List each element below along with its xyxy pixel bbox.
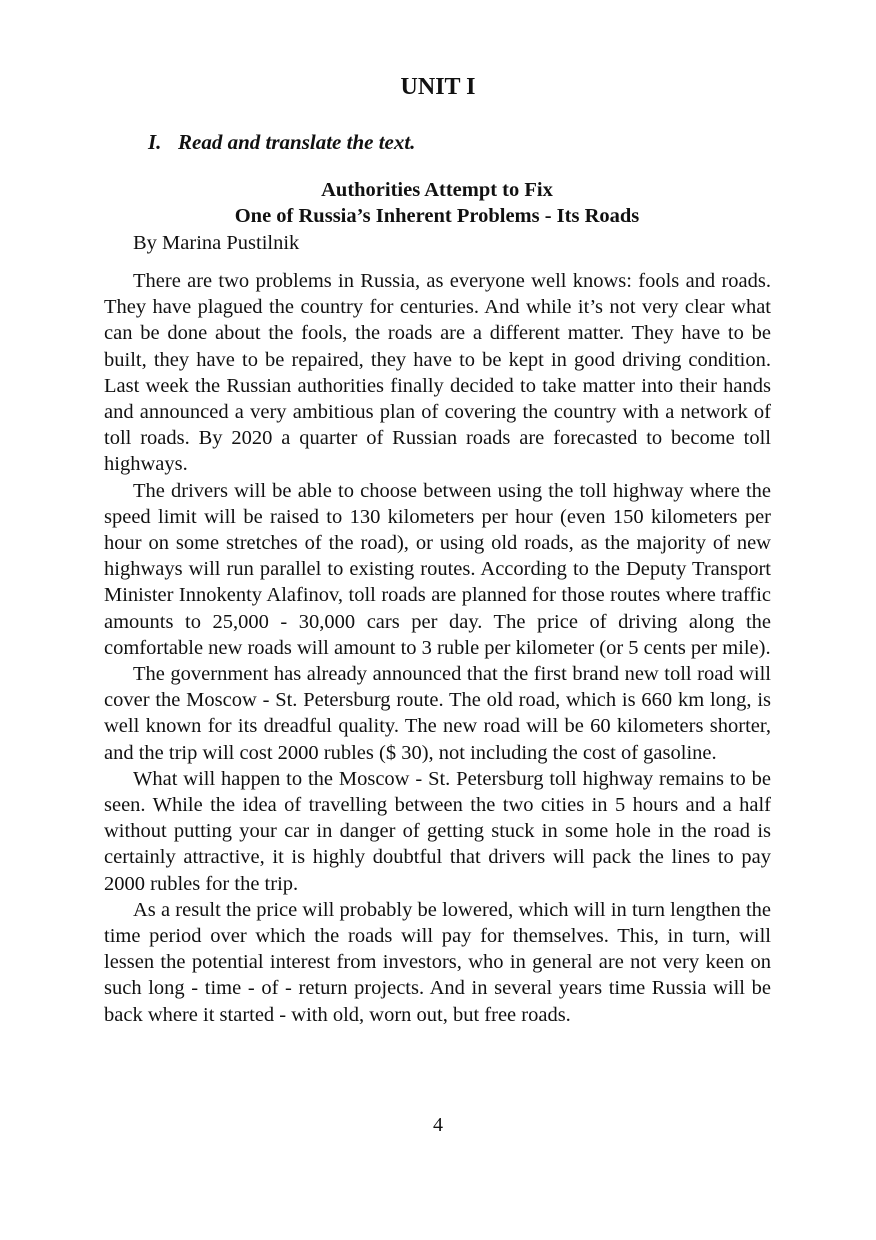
paragraph-2: The drivers will be able to choose between using the toll highway where the speed limit will be raised to 130 kilometers per hour (even 150 kilometers per hour on some stretches of the road), or using old roads, as the majority of new highways will run parallel to existing routes. According to the Deputy Transport Minister Innokenty Alafinov, toll roads are planned for those routes where traffic amounts to 25,000 - 30,000 cars per day. The price of driving along the comfortable new roads will amount to 3 ruble per kilometer (or 5 cents per mile). — [104, 479, 771, 659]
exercise-number: I. — [148, 130, 162, 154]
paragraph-3: The government has already announced that the first brand new toll road will cover the Moscow - St. Petersburg route. The old road, which is 660 km long, is well known for its dreadful quality. The new road will be 60 kilometers shorter, and the trip will cost 2000 rubles ($ 30), not including the cost of gasoline. — [104, 663, 771, 764]
article-body — [104, 268, 771, 1028]
article-byline: By Marina Pustilnik — [133, 232, 300, 254]
paragraph-4: What will happen to the Moscow - St. Petersburg toll highway remains to be seen. While the idea of travelling between the two cities in 5 hours and a half without putting your car in danger of getting stuck in some hole in the road is certainly attractive, it is highly doubtful that drivers will pack the lines to pay 2000 rubles for the trip. — [104, 767, 771, 895]
paragraph-1: There are two problems in Russia, as everyone well knows: fools and roads. They have plagued the country for centuries. And while it’s not very clear what can be done about the fools, the roads are a different matter. They have to be built, they have to be repaired, they have to be kept in good driving condition. Last week the Russian authorities finally decided to take matter into their hands and announced a very ambitious plan of covering the country with a network of toll roads. By 2020 a quarter of Russian roads are forecasted to become toll highways. — [104, 270, 771, 476]
article-title-line-1: Authorities Attempt to Fix — [321, 179, 553, 201]
exercise-text: Read and translate the text. — [178, 130, 416, 154]
article-title-line-2: One of Russia’s Inherent Problems - Its Roads — [234, 205, 640, 227]
unit-title: UNIT I — [400, 74, 476, 100]
paragraph-5: As a result the price will probably be lowered, which will in turn lengthen the time period over which the roads will pay for themselves. This, in turn, will lessen the potential interest from investors, who in general are not very keen on such long - time - of - return projects. And in several years time Russia will be back where it started - with old, worn out, but free roads. — [104, 898, 771, 1026]
exercise-instruction — [148, 129, 415, 155]
page-number: 4 — [433, 1114, 443, 1136]
article-title — [100, 177, 774, 229]
